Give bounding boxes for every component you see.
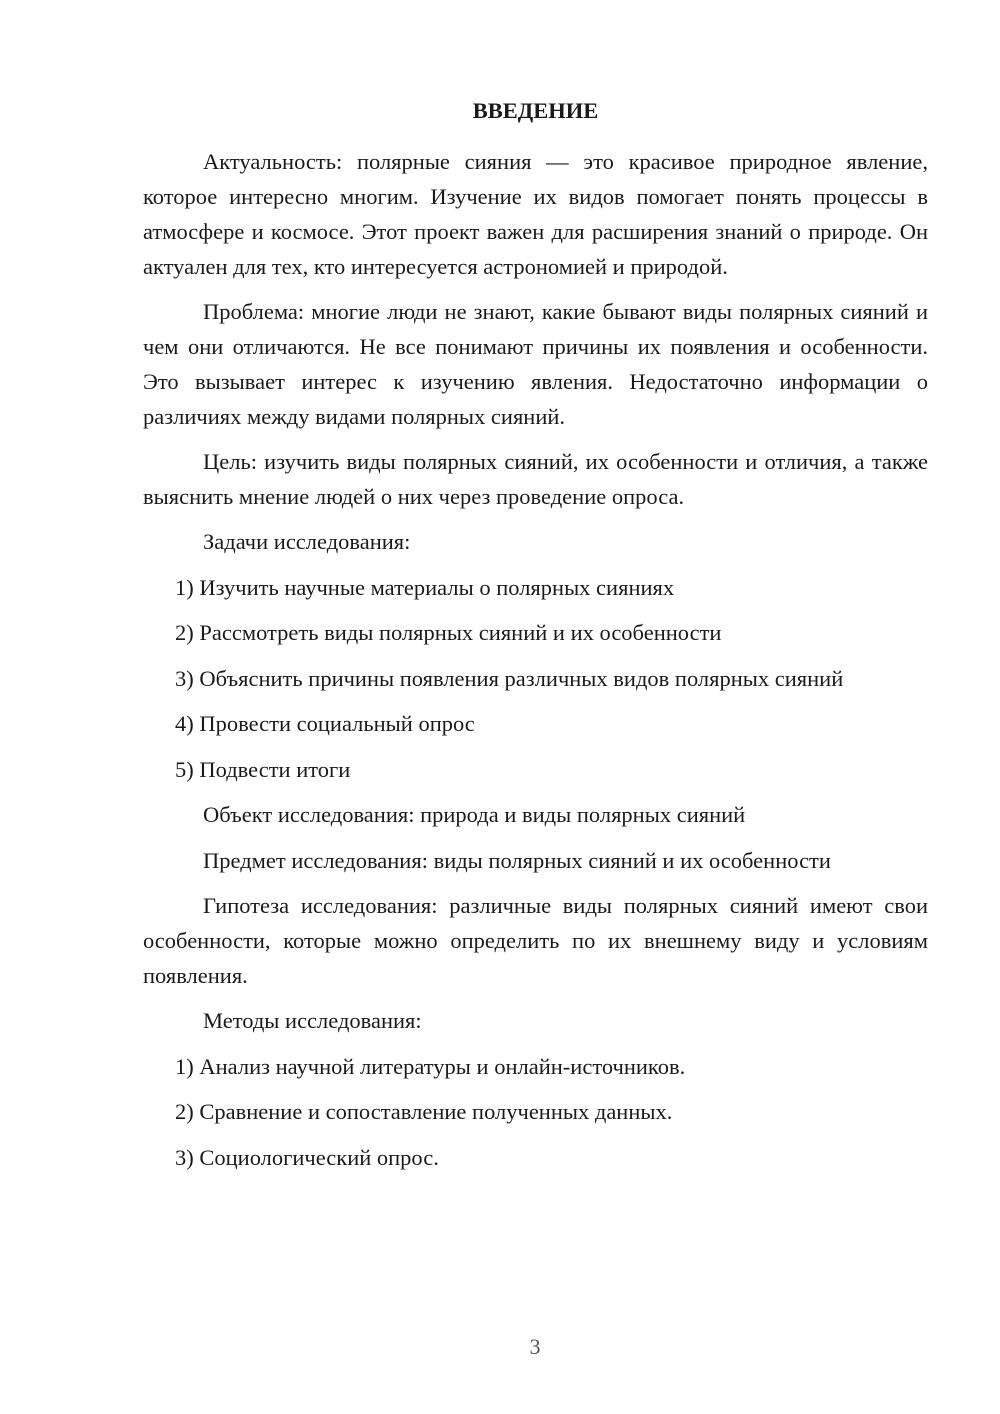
goal-paragraph: Цель: изучить виды полярных сияний, их особенности и отличия, а также выяснить мнение людей о них через проведение опроса. (143, 449, 928, 509)
methods-title: Методы исследования: (203, 1008, 422, 1033)
hypothesis-paragraph: Гипотеза исследования: различные виды полярных сияний имеют свои особенности, которые можно определить по их внешнему виду и условиям появления. (143, 893, 928, 988)
research-subject: Предмет исследования: виды полярных сияний и их особенности (203, 847, 831, 873)
task-item: 4) Провести социальный опрос (175, 711, 475, 736)
tasks-title: Задачи исследования: (203, 529, 411, 554)
method-item: 1) Анализ научной литературы и онлайн-источников. (175, 1053, 686, 1079)
task-item: 1) Изучить научные материалы о полярных сияниях (175, 574, 675, 600)
task-item: 3) Объяснить причины появления различных видов полярных сияний (175, 665, 844, 691)
method-item: 3) Социологический опрос. (175, 1144, 439, 1170)
section-heading: ВВЕДЕНИЕ (472, 98, 599, 123)
page-content (143, 96, 928, 1185)
task-item: 2) Рассмотреть виды полярных сияний и их особенности (175, 620, 722, 645)
task-item: 5) Подвести итоги (175, 756, 351, 782)
page-number: 3 (529, 1334, 541, 1359)
problem-paragraph: Проблема: многие люди не знают, какие бывают виды полярных сияний и чем они отличаются. Не все понимают причины их появления и особенности. Это вызывает интерес к изучению явления. Недостаточно информации о различиях между видами полярных сияний. (143, 299, 928, 429)
research-object: Объект исследования: природа и виды полярных сияний (203, 802, 746, 827)
relevance-paragraph: Актуальность: полярные сияния — это красивое природное явление, которое интересно многим. Изучение их видов помогает понять процессы в атмосфере и космосе. Этот проект важен для расширения знаний о природе. Он актуален для тех, кто интересуется астрономией и природой. (143, 149, 928, 279)
method-item: 2) Сравнение и сопоставление полученных данных. (175, 1099, 673, 1124)
